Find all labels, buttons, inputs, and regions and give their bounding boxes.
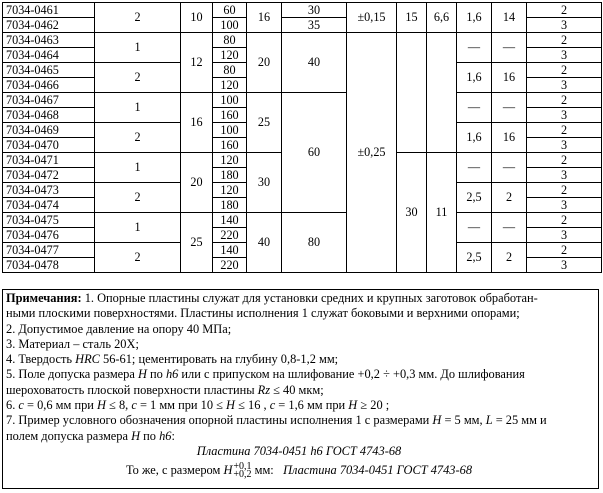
n-cell: 2 [527, 243, 602, 258]
b-cell: 16 [181, 93, 213, 153]
c-cell: — [492, 33, 527, 63]
l-cell: 220 [213, 228, 247, 243]
note-1-line-2: ными плоскими поверхностями. Пластины исполнения 1 служат боковыми и верхними опорами; [6, 306, 520, 321]
version-cell: 1 [95, 33, 181, 63]
table-row [3, 33, 602, 48]
l-cell: 120 [213, 78, 247, 93]
d1-cell: 6,6 [427, 3, 457, 33]
n-cell: 3 [527, 168, 602, 183]
l-cell: 160 [213, 138, 247, 153]
designation-cell: 7034-0464 [3, 48, 95, 63]
n-cell: 2 [527, 3, 602, 18]
t-cell: — [457, 153, 492, 183]
designation-cell: 7034-0476 [3, 228, 95, 243]
n-cell: 3 [527, 108, 602, 123]
note-2: 2. Допустимое давление на опору 40 МПа; [6, 321, 232, 336]
length-cell: 60 [282, 93, 347, 213]
t-cell: — [457, 213, 492, 243]
l-cell: 120 [213, 48, 247, 63]
t-cell: 2,5 [457, 183, 492, 213]
designation-cell: 7034-0474 [3, 198, 95, 213]
n-cell: 2 [527, 93, 602, 108]
c-cell: 14 [492, 3, 527, 33]
b-cell: 10 [181, 3, 213, 33]
c-cell: 16 [492, 63, 527, 93]
designation-example-1: Пластина 7034-0451 h6 ГОСТ 4743-68 [196, 443, 402, 458]
l-cell: 180 [213, 168, 247, 183]
designation-cell: 7034-0469 [3, 123, 95, 138]
table-row [3, 213, 602, 228]
n-cell: 3 [527, 198, 602, 213]
tolerance-cell: ±0,15 [347, 3, 397, 33]
t-cell: 2,5 [457, 243, 492, 273]
designation-cell: 7034-0478 [3, 258, 95, 273]
length-cell: 40 [282, 33, 347, 93]
n-cell: 3 [527, 258, 602, 273]
version-cell: 1 [95, 153, 181, 183]
n-cell: 3 [527, 138, 602, 153]
designation-cell: 7034-0463 [3, 33, 95, 48]
designation-cell: 7034-0467 [3, 93, 95, 108]
designation-cell: 7034-0477 [3, 243, 95, 258]
version-cell: 2 [95, 123, 181, 153]
length-cell: 30 [282, 3, 347, 18]
c-cell: — [492, 153, 527, 183]
designation-example-2: То же, с размером H +0,1 +0,2 мм: Пластина 7034-0451 ГОСТ 4743-68 [125, 461, 473, 481]
h-cell: 30 [247, 153, 282, 213]
note-7-line-1: 7. Пример условного обозначения опорной пластины исполнения 1 с размерами H = 5 мм, L = 25 мм и [6, 413, 547, 428]
designation-cell: 7034-0468 [3, 108, 95, 123]
version-cell: 1 [95, 93, 181, 123]
h-cell: 25 [247, 93, 282, 153]
c-cell: 2 [492, 243, 527, 273]
h-cell: 20 [247, 33, 282, 93]
note-5-line-1: 5. Поле допуска размера H по h6 или с припуском на шлифование +0,2 ÷ +0,3 мм. До шлифования [6, 367, 525, 382]
t-cell: — [457, 93, 492, 123]
n-cell: 2 [527, 123, 602, 138]
c-cell: 16 [492, 123, 527, 153]
tolerance-cell: ±0,25 [347, 33, 397, 273]
dimensions-table [2, 2, 602, 273]
version-cell: 2 [95, 243, 181, 273]
n-cell: 2 [527, 183, 602, 198]
n-cell: 3 [527, 228, 602, 243]
b-cell: 25 [181, 213, 213, 273]
notes-heading: Примечания: [6, 291, 82, 305]
b-cell: 20 [181, 153, 213, 213]
n-cell: 2 [527, 213, 602, 228]
h-cell: 16 [247, 3, 282, 33]
l-cell: 140 [213, 243, 247, 258]
c-cell: 2 [492, 183, 527, 213]
t-cell: 1,6 [457, 123, 492, 153]
table-row [3, 93, 602, 108]
n-cell: 3 [527, 78, 602, 93]
note-1-line-1: Примечания: 1. Опорные пластины служат для установки средних и крупных заготовок обработан- [6, 291, 538, 305]
n-cell: 2 [527, 153, 602, 168]
note-3: 3. Материал – сталь 20Х; [6, 336, 139, 351]
n-cell: 2 [527, 33, 602, 48]
designation-cell: 7034-0465 [3, 63, 95, 78]
note-5-line-2: шероховатость плоской поверхности пластины Rz ≤ 40 мкм; [6, 382, 324, 397]
note-7-line-2: полем допуска размера H по h6: [6, 428, 175, 443]
d1-cell-blank [427, 33, 457, 153]
tolerance-fraction: +0,1 +0,2 [233, 461, 252, 481]
length-cell: 35 [282, 18, 347, 33]
c-cell: — [492, 93, 527, 123]
l-cell: 100 [213, 93, 247, 108]
l-cell: 220 [213, 258, 247, 273]
designation-cell: 7034-0462 [3, 18, 95, 33]
l-cell: 100 [213, 18, 247, 33]
t-cell: — [457, 33, 492, 63]
t-cell: 1,6 [457, 63, 492, 93]
version-cell: 1 [95, 213, 181, 243]
version-cell: 2 [95, 3, 181, 33]
n-cell: 2 [527, 63, 602, 78]
designation-cell: 7034-0473 [3, 183, 95, 198]
designation-cell: 7034-0466 [3, 78, 95, 93]
designation-cell: 7034-0472 [3, 168, 95, 183]
length-cell: 80 [282, 213, 347, 273]
l-cell: 140 [213, 213, 247, 228]
n-cell: 3 [527, 48, 602, 63]
l-cell: 180 [213, 198, 247, 213]
d-cell: 15 [397, 3, 427, 33]
note-6: 6. c = 0,6 мм при H ≤ 8, c = 1 мм при 10 ≤ H ≤ 16 , c = 1,6 мм при H ≥ 20 ; [6, 398, 390, 413]
designation-cell: 7034-0470 [3, 138, 95, 153]
l-cell: 160 [213, 108, 247, 123]
t-cell: 1,6 [457, 3, 492, 33]
l-cell: 80 [213, 63, 247, 78]
d1-cell: 11 [427, 153, 457, 273]
notes-block [2, 289, 599, 489]
version-cell: 2 [95, 183, 181, 213]
l-cell: 120 [213, 153, 247, 168]
l-cell: 80 [213, 33, 247, 48]
d-cell-blank [397, 33, 427, 153]
designation-cell: 7034-0475 [3, 213, 95, 228]
l-cell: 100 [213, 123, 247, 138]
n-cell: 3 [527, 18, 602, 33]
c-cell: — [492, 213, 527, 243]
l-cell: 120 [213, 183, 247, 198]
d-cell: 30 [397, 153, 427, 273]
note-4: 4. Твердость HRC 56-61; цементировать на глубину 0,8-1,2 мм; [6, 352, 339, 367]
b-cell: 12 [181, 33, 213, 93]
h-cell: 40 [247, 213, 282, 273]
l-cell: 60 [213, 3, 247, 18]
designation-cell: 7034-0471 [3, 153, 95, 168]
table-row [3, 3, 602, 18]
version-cell: 2 [95, 63, 181, 93]
designation-cell: 7034-0461 [3, 3, 95, 18]
